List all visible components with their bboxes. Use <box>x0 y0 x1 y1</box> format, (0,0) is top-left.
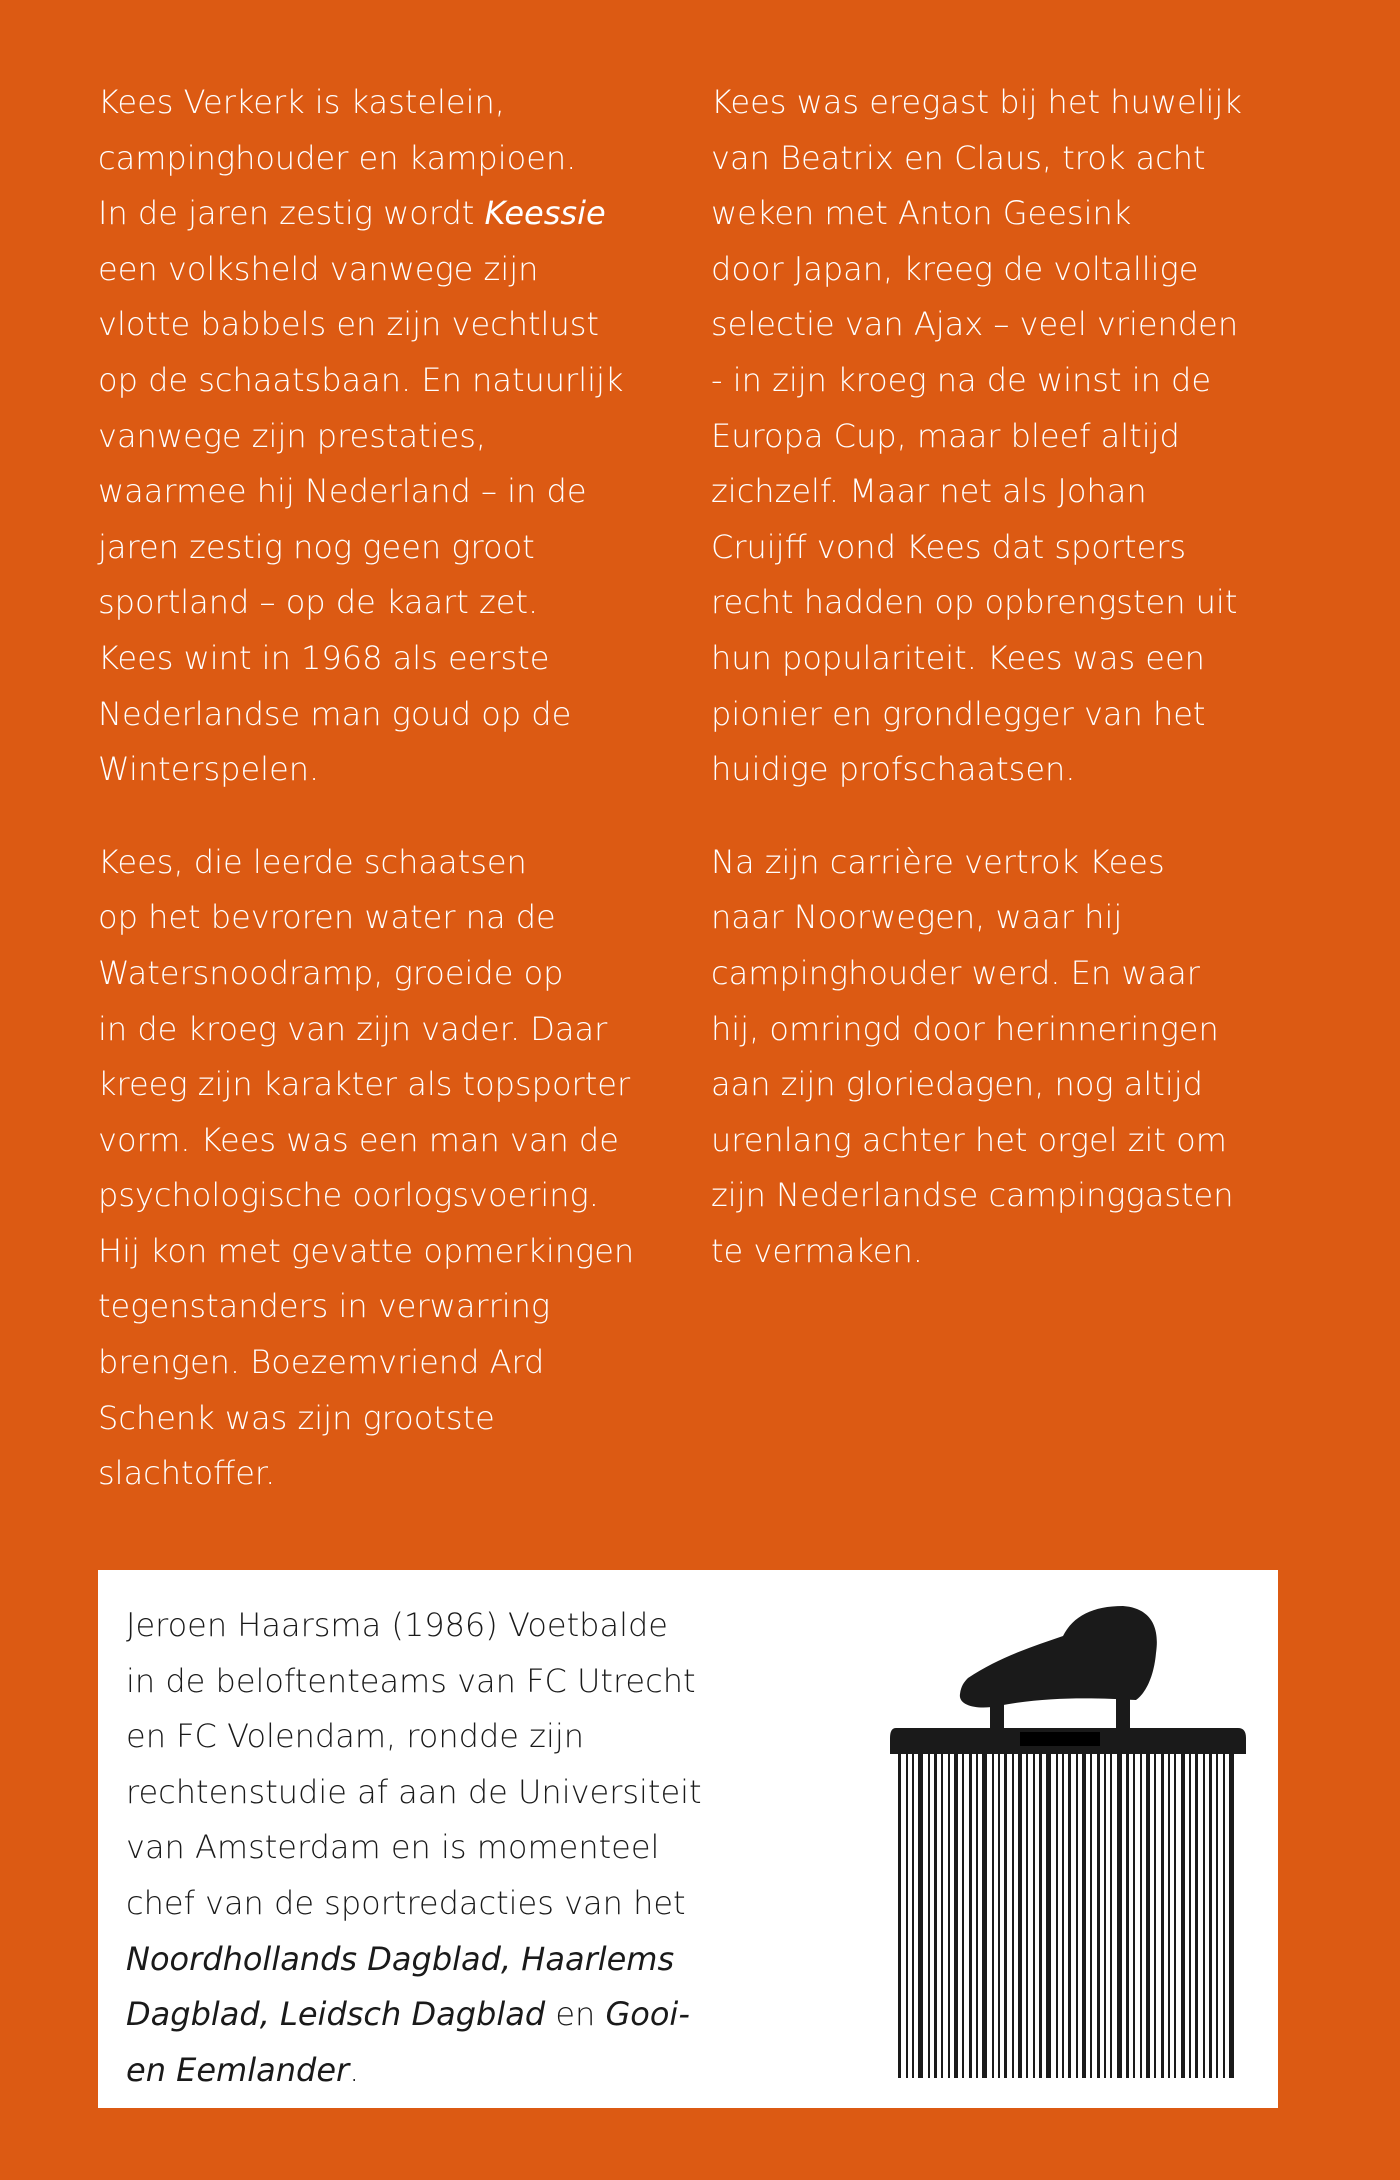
text-line: - in zijn kroeg na de winst in de <box>711 360 1212 399</box>
barcode-bar <box>1161 1752 1164 2078</box>
barcode-bar <box>941 1752 943 2078</box>
barcode-bar <box>1039 1752 1042 2078</box>
italic-text: en Eemlander <box>126 2050 350 2089</box>
barcode-bar <box>1154 1752 1156 2078</box>
barcode-bar <box>1126 1752 1129 2078</box>
skate-strut-right <box>1116 1696 1130 1730</box>
barcode-bar <box>934 1752 937 2078</box>
barcode-bar <box>1229 1752 1234 2078</box>
text-line: zijn Nederlandse campinggasten <box>711 1176 1234 1215</box>
left-paragraph-2 <box>98 835 678 1502</box>
text-fragment: In de jaren zestig wordt <box>98 194 485 233</box>
left-column <box>98 75 678 1539</box>
barcode-bar <box>1195 1752 1198 2078</box>
author-bio-box <box>98 1570 1278 2108</box>
barcode-bar <box>1090 1752 1092 2078</box>
text-line: Nederlandse man goud op de <box>98 694 572 733</box>
barcode-bar <box>1033 1752 1035 2078</box>
barcode-bar <box>898 1752 901 2078</box>
text-line: jaren zestig nog geen groot <box>98 527 535 566</box>
text-line: waarmee hij Nederland – in de <box>98 472 587 511</box>
text-line: een volksheld vanwege zijn <box>98 249 539 288</box>
text-line: campinghouder werd. En waar <box>711 953 1200 992</box>
skate-barcode-icon <box>888 1598 1248 2088</box>
text-line: vlotte babbels en zijn vechtlust <box>98 305 599 344</box>
text-line: vorm. Kees was een man van de <box>98 1120 619 1159</box>
barcode-bar <box>1223 1752 1225 2078</box>
barcode-bar <box>1062 1752 1064 2078</box>
text-line: tegenstanders in verwarring <box>98 1287 551 1326</box>
barcode-bar <box>1104 1752 1106 2078</box>
barcode-bar <box>998 1752 1000 2078</box>
text-line: kreeg zijn karakter als topsporter <box>98 1065 631 1104</box>
text-line: weken met Anton Geesink <box>711 194 1132 233</box>
text-line: in de beloftenteams van FC Utrecht <box>126 1661 696 1700</box>
barcode-bars <box>898 1752 1234 2078</box>
barcode-bar <box>1056 1752 1058 2078</box>
text-line: zichzelf. Maar net als Johan <box>711 472 1147 511</box>
text-line: Kees was eregast bij het huwelijk <box>711 83 1242 121</box>
left-paragraph-1 <box>98 75 678 798</box>
barcode-bar <box>1140 1752 1142 2078</box>
keessie-italic: Keessie <box>484 194 606 233</box>
skate-strut-left <box>990 1698 1004 1730</box>
barcode-bar <box>1004 1752 1007 2078</box>
text-line: slachtoffer. <box>98 1454 276 1493</box>
text-line: sportland – op de kaart zet. <box>98 583 539 622</box>
barcode-number-area <box>1020 1732 1100 1746</box>
text-line: van Amsterdam en is momenteel <box>126 1828 660 1867</box>
italic-text: Gooi- <box>605 1995 690 2034</box>
text-line: Cruijff vond Kees dat sporters <box>711 527 1187 566</box>
text-line: Kees wint in 1968 als eerste <box>98 638 550 677</box>
barcode-bar <box>1133 1752 1135 2078</box>
text-line: Watersnoodramp, groeide op <box>98 953 564 992</box>
text-line: naar Noorwegen, waar hij <box>711 898 1123 937</box>
barcode-bar <box>954 1752 958 2078</box>
barcode-bar <box>1018 1752 1022 2078</box>
barcode-bar <box>1110 1752 1112 2078</box>
text-line: en FC Volendam, rondde zijn <box>126 1717 584 1756</box>
right-paragraph-1 <box>711 75 1311 798</box>
text-line: op het bevroren water na de <box>98 898 556 937</box>
text-line: recht hadden op opbrengsten uit <box>711 583 1238 622</box>
text-line: Europa Cup, maar bleef altijd <box>711 416 1180 455</box>
barcode-bar <box>969 1752 972 2078</box>
text-line <box>98 186 678 242</box>
text-line: campinghouder en kampioen. <box>98 138 577 177</box>
text-line <box>126 1932 702 1988</box>
text-line: Kees, die leerde schaatsen <box>98 842 527 881</box>
barcode-bar <box>918 1752 923 2078</box>
text-fragment: en <box>545 1995 606 2034</box>
text-line: in de kroeg van zijn vader. Daar <box>98 1009 608 1048</box>
italic-text: Dagblad, Leidsch Dagblad <box>126 1995 546 2034</box>
text-line: brengen. Boezemvriend Ard <box>98 1343 545 1382</box>
text-line: rechtenstudie af aan de Universiteit <box>126 1772 702 1811</box>
text-line: Kees Verkerk is kastelein, <box>98 83 505 121</box>
barcode-bar <box>1189 1752 1191 2078</box>
text-line: door Japan, kreeg de voltallige <box>711 249 1199 288</box>
text-line <box>126 1987 702 2043</box>
text-line: Jeroen Haarsma (1986) Voetbalde <box>126 1606 668 1644</box>
barcode-bar <box>1082 1752 1086 2078</box>
barcode-bar <box>982 1752 987 2078</box>
text-line <box>126 2043 702 2099</box>
text-line: op de schaatsbaan. En natuurlijk <box>98 360 624 399</box>
barcode-bar <box>1012 1752 1014 2078</box>
barcode-bar <box>1209 1752 1212 2078</box>
text-line: urenlang achter het orgel zit om <box>711 1120 1227 1159</box>
text-line: Schenk was zijn grootste <box>98 1398 495 1437</box>
barcode-bar <box>1076 1752 1078 2078</box>
author-bio-text <box>126 1598 702 2098</box>
italic-text: Noordhollands Dagblad, Haarlems <box>126 1939 675 1978</box>
barcode-bar <box>1026 1752 1028 2078</box>
right-column <box>711 75 1311 1316</box>
text-line: hij, omringd door herinneringen <box>711 1009 1219 1048</box>
barcode-bar <box>948 1752 950 2078</box>
text-line: aan zijn gloriedagen, nog altijd <box>711 1065 1203 1104</box>
barcode-bar <box>976 1752 978 2078</box>
barcode-bar <box>906 1752 908 2078</box>
text-line: Hij kon met gevatte opmerkingen <box>98 1231 635 1270</box>
barcode-bar <box>992 1752 994 2078</box>
barcode-bar <box>912 1752 914 2078</box>
text-line: huidige profschaatsen. <box>711 750 1076 789</box>
barcode-bar <box>1181 1752 1185 2078</box>
text-line: psychologische oorlogsvoering. <box>98 1176 599 1215</box>
barcode-bar <box>1174 1752 1176 2078</box>
barcode-bar <box>1216 1752 1218 2078</box>
skate-boot-shape <box>960 1606 1157 1708</box>
text-line: Na zijn carrière vertrok Kees <box>711 842 1165 881</box>
barcode-bar <box>1203 1752 1205 2078</box>
barcode-bar <box>1168 1752 1170 2078</box>
barcode-bar <box>928 1752 930 2078</box>
barcode-bar <box>1097 1752 1100 2078</box>
text-line: vanwege zijn prestaties, <box>98 416 487 455</box>
barcode-bar <box>1068 1752 1071 2078</box>
text-line: Winterspelen. <box>98 750 320 789</box>
text-line: van Beatrix en Claus, trok acht <box>711 138 1206 177</box>
barcode-bar <box>1146 1752 1150 2078</box>
text-fragment: . <box>349 2050 360 2089</box>
barcode-bar <box>1117 1752 1122 2078</box>
text-line: pionier en grondlegger van het <box>711 694 1206 733</box>
right-paragraph-2 <box>711 835 1311 1280</box>
text-line: te vermaken. <box>711 1231 923 1270</box>
barcode-bar <box>962 1752 964 2078</box>
barcode-bar <box>1046 1752 1051 2078</box>
text-line: chef van de sportredacties van het <box>126 1883 686 1922</box>
text-line: selectie van Ajax – veel vrienden <box>711 305 1239 344</box>
text-line: hun populariteit. Kees was een <box>711 638 1205 677</box>
